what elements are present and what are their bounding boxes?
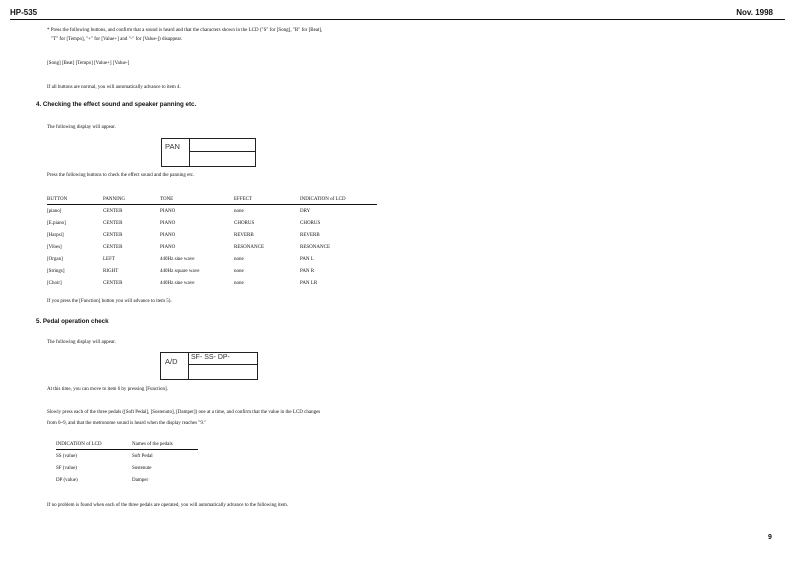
header-rule (10, 19, 785, 20)
cell-panning: CENTER (103, 280, 123, 286)
pedal-table-header (56, 439, 198, 450)
section4-display-note: The following display will appear. (47, 125, 116, 130)
lcd-display-pedal (160, 352, 258, 380)
cell-pedal-name: Damper (132, 477, 149, 483)
cell-indication: RESONANCE (300, 244, 331, 250)
lcd-divider (188, 364, 257, 365)
table-row (47, 241, 377, 253)
header-indication: INDICATION of LCD (300, 194, 377, 205)
page-number: 9 (768, 534, 772, 541)
section5-move-note: At this time, you can move to item 6 by pressing [Function]. (47, 387, 168, 392)
cell-button: [Choir] (47, 280, 62, 286)
table-row (56, 450, 198, 463)
cell-panning: LEFT (103, 256, 115, 262)
cell-tone: PIANO (160, 220, 176, 226)
cell-panning: CENTER (103, 208, 123, 214)
lcd-pan-text: PAN (165, 142, 180, 151)
section4-title: 4. Checking the effect sound and speaker panning etc. (36, 101, 197, 108)
table-row (47, 277, 377, 289)
cell-tone: PIANO (160, 208, 176, 214)
cell-effect: none (234, 208, 244, 214)
cell-effect: RESONANCE (234, 244, 265, 250)
header-button: BUTTON (47, 194, 103, 205)
cell-panning: RIGHT (103, 268, 119, 274)
intro-advance-note: If all buttons are normal, you will automatically advance to item 4. (47, 85, 181, 90)
effect-table (47, 194, 377, 289)
intro-buttons-list: [Song] [Beat] [Tempo] [Value+] [Value-] (47, 61, 130, 66)
table-row (47, 253, 377, 265)
table-row (47, 205, 377, 218)
cell-indication: DP (value) (56, 477, 78, 483)
lcd-pedal-values: SF- SS- DP- (191, 354, 230, 361)
document-date: Nov. 1998 (736, 8, 773, 17)
table-row (56, 462, 198, 474)
cell-indication: PAN R (300, 268, 315, 274)
lcd-separator (188, 353, 189, 379)
table-row (47, 265, 377, 277)
cell-button: [Organ] (47, 256, 63, 262)
cell-indication: PAN LR (300, 280, 318, 286)
cell-pedal-name: Soft Pedal (132, 453, 153, 459)
table-row (56, 474, 198, 486)
cell-button: [Vibes] (47, 244, 62, 250)
section5-display-note: The following display will appear. (47, 340, 116, 345)
cell-panning: CENTER (103, 232, 123, 238)
section5-press-line1: Slowly press each of the three pedals ([Soft Pedal], [Sostenuto], [Damper]) one at a time, and confirm that the value in the LCD changes (47, 410, 321, 415)
lcd-separator (189, 139, 190, 166)
cell-tone: PIANO (160, 244, 176, 250)
cell-effect: CHORUS (234, 220, 255, 226)
cell-effect: none (234, 268, 244, 274)
header-pedal-name: Names of the pedals (132, 439, 198, 450)
header-effect: EFFECT (234, 194, 300, 205)
cell-indication: DRY (300, 208, 311, 214)
section5-final-note: If no problem is found when each of the three pedals are operated, you will automatically advance to the following item. (47, 503, 289, 508)
cell-button: [piano] (47, 208, 62, 214)
cell-button: [Harpsi] (47, 232, 64, 238)
cell-effect: REVERB (234, 232, 254, 238)
header-indication: INDICATION of LCD (56, 439, 132, 450)
cell-effect: none (234, 256, 244, 262)
cell-indication: CHORUS (300, 220, 321, 226)
cell-tone: PIANO (160, 232, 176, 238)
cell-pedal-name: Sostenute (132, 465, 152, 471)
lcd-ad-text: A/D (165, 357, 178, 366)
cell-panning: CENTER (103, 244, 123, 250)
cell-tone: 440Hz square wave (160, 268, 200, 274)
table-row (47, 229, 377, 241)
lcd-divider (189, 151, 255, 152)
intro-bullet-line1: * Press the following buttons, and confirm that a sound is heard and that the characters shown in the LCD ("S" for [Song], "B" for [Beat], (47, 28, 323, 33)
section5-title: 5. Pedal operation check (36, 318, 109, 325)
cell-tone: 440Hz sine wave (160, 280, 195, 286)
cell-panning: CENTER (103, 220, 123, 226)
cell-tone: 440Hz sine wave (160, 256, 195, 262)
lcd-display-pan (161, 138, 256, 167)
header-panning: PANNING (103, 194, 160, 205)
cell-indication: REVERB (300, 232, 320, 238)
section4-function-note: If you press the [Function] button you will advance to item 5). (47, 299, 172, 304)
header-tone: TONE (160, 194, 234, 205)
cell-effect: none (234, 280, 244, 286)
cell-button: [Strings] (47, 268, 65, 274)
table-row (47, 217, 377, 229)
cell-indication: SF (value) (56, 465, 77, 471)
section5-press-line2: from 0~9, and that the metronome sound is heard when the display reaches "9." (47, 421, 207, 426)
cell-button: [E.piano] (47, 220, 66, 226)
effect-table-header (47, 194, 377, 205)
intro-bullet-line2: "T" for [Tempo], "+" for [Value+] and "-" for [Value-]) disappear. (51, 37, 183, 42)
cell-indication: SS (value) (56, 453, 77, 459)
pedal-table (56, 439, 198, 486)
cell-indication: PAN L (300, 256, 314, 262)
document-model: HP-535 (10, 8, 38, 17)
section4-press-note: Press the following buttons to check the effect sound and the panning etc. (47, 173, 195, 178)
